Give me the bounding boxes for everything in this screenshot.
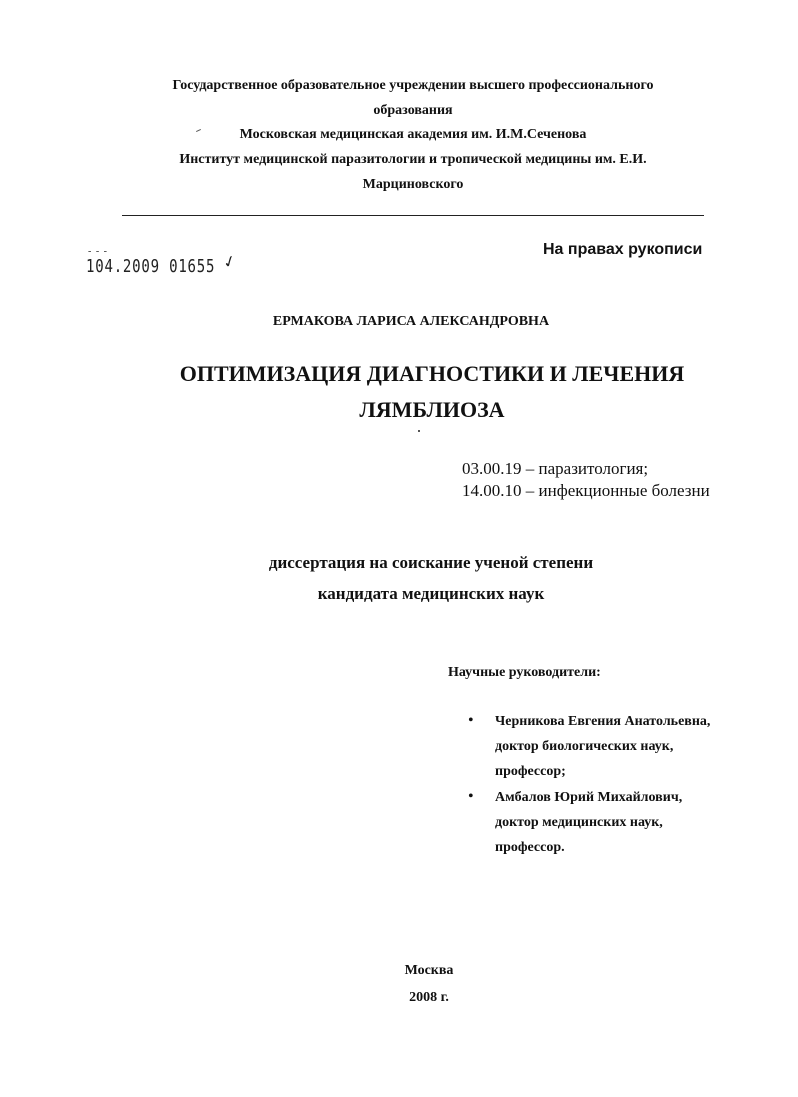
thesis-title-line-2: ЛЯМБЛИОЗА [359, 397, 505, 422]
author-name: ЕРМАКОВА ЛАРИСА АЛЕКСАНДРОВНА [272, 314, 550, 329]
institution-line-4: Институт медицинской паразитологии и тропической медицины им. Е.И. [179, 152, 647, 167]
specialty-1: 03.00.19 – паразитология; [462, 459, 649, 478]
degree-line-1: диссертация на соискание ученой степени [268, 553, 594, 572]
publication-city: Москва [404, 963, 454, 978]
supervisor-1-rank: профессор; [495, 764, 566, 779]
library-stamp-number: 104.2009 01655 [86, 256, 216, 277]
supervisor-2-name: Амбалов Юрий Михайлович, [495, 790, 683, 805]
supervisor-1-degree: доктор биологических наук, [495, 739, 674, 754]
bullet-icon: • [468, 788, 474, 805]
supervisor-2-rank: профессор. [495, 840, 565, 855]
institution-line-5: Марциновского [362, 177, 464, 192]
header-divider [122, 215, 704, 216]
supervisor-1-name: Черникова Евгения Анатольевна, [495, 714, 711, 729]
scan-speck [418, 430, 420, 432]
bullet-icon: • [468, 712, 474, 729]
supervisor-2-degree: доктор медицинских наук, [495, 815, 663, 830]
institution-line-3: Московская медицинская академия им. И.М.Сеченова [239, 127, 587, 142]
supervisors-heading: Научные руководители: [448, 665, 601, 680]
thesis-title-line-1: ОПТИМИЗАЦИЯ ДИАГНОСТИКИ И ЛЕЧЕНИЯ [179, 361, 685, 386]
institution-line-1: Государственное образовательное учреждении высшего профессионального [172, 78, 654, 93]
institution-line-2: образования [373, 103, 453, 118]
specialty-2: 14.00.10 – инфекционные болезни [462, 481, 710, 500]
manuscript-rights-note: На правах рукописи [543, 241, 703, 258]
stamp-check-mark: ✓ [220, 252, 240, 273]
stamp-dots: - - - [88, 246, 108, 257]
publication-year: 2008 г. [409, 990, 449, 1005]
degree-line-2: кандидата медицинских наук [317, 584, 545, 603]
